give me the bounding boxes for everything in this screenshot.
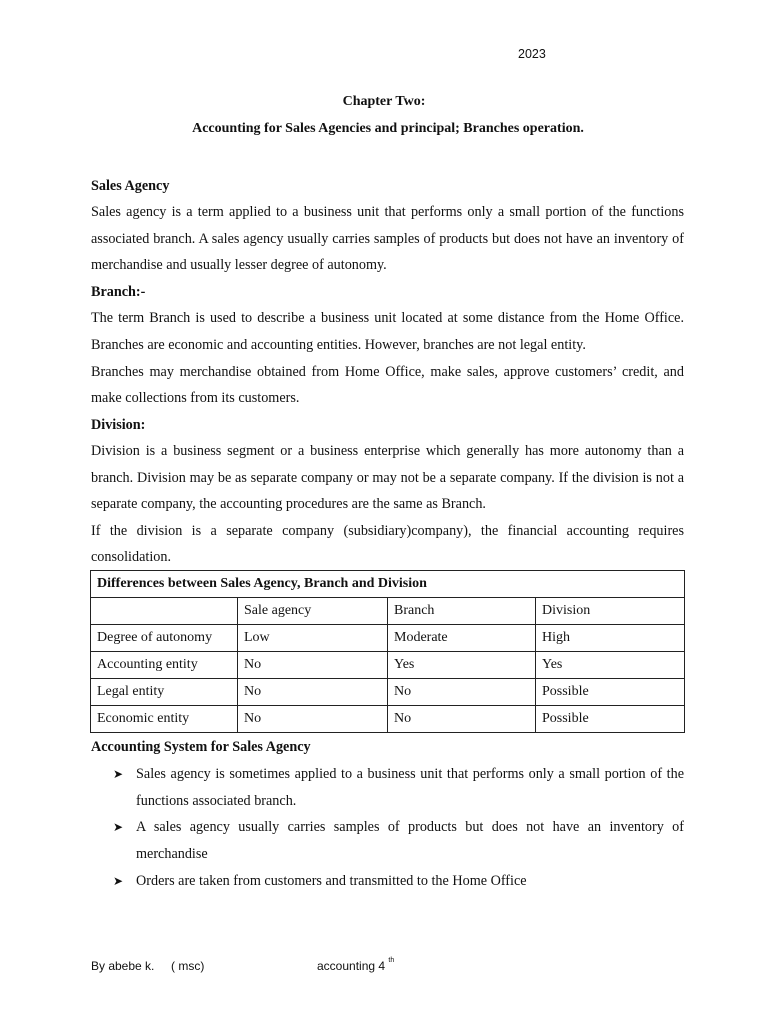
- footer-course-name: accounting 4: [317, 959, 386, 973]
- table-cell: Moderate: [388, 625, 536, 652]
- table-header-cell: Branch: [388, 598, 536, 625]
- table-cell: Low: [238, 625, 388, 652]
- accounting-system-list: [91, 761, 684, 895]
- list-item-text: A sales agency usually carries samples of products but does not have an inventory of merchandise: [136, 819, 684, 863]
- footer-author: By abebe k. ( msc): [91, 959, 205, 973]
- list-item: [91, 761, 684, 814]
- table-cell: No: [238, 706, 388, 733]
- table-row: [91, 625, 685, 652]
- table-row: [91, 652, 685, 679]
- sales-agency-heading: Sales Agency: [91, 178, 170, 194]
- division-paragraph-2: If the division is a separate company (subsidiary)company), the financial accounting requires consolidation.: [91, 523, 684, 566]
- footer-course: [317, 959, 394, 973]
- table-cell: Possible: [536, 706, 685, 733]
- table-cell: High: [536, 625, 685, 652]
- chapter-title: Chapter Two:: [342, 94, 426, 109]
- differences-table: [90, 570, 685, 733]
- chapter-subtitle: Accounting for Sales Agencies and principal; Branches operation.: [192, 121, 584, 136]
- list-item: [91, 814, 684, 867]
- branch-paragraph-1: The term Branch is used to describe a business unit located at some distance from the Home Office. Branches are economic and accounting entities. However, branches are not legal entity.: [91, 310, 684, 353]
- table-header-row: [91, 598, 685, 625]
- table-cell: Accounting entity: [91, 652, 238, 679]
- header-year: 2023: [518, 47, 546, 61]
- document-body: [91, 173, 684, 895]
- table-cell: Economic entity: [91, 706, 238, 733]
- table-cell: No: [238, 652, 388, 679]
- table-title-row: [91, 571, 685, 598]
- branch-heading: Branch:-: [91, 284, 146, 301]
- arrowhead-bullet-icon: ➤: [113, 820, 124, 835]
- list-item-text: Sales agency is sometimes applied to a business unit that performs only a small portion of the functions associated branch.: [136, 766, 684, 809]
- table-header-cell: Sale agency: [238, 598, 388, 625]
- accounting-system-heading: Accounting System for Sales Agency: [91, 739, 311, 756]
- table-row: [91, 679, 685, 706]
- table-header-cell: [91, 598, 238, 625]
- division-paragraph-1: Division is a business segment or a business enterprise which generally has more autonomy than a branch. Division may be as separate company or may not be a separate company. If the division is not a separate company, the accounting procedures are the same as Branch.: [91, 442, 684, 513]
- division-heading: Division:: [91, 416, 146, 433]
- table-cell: No: [388, 706, 536, 733]
- table-cell: No: [388, 679, 536, 706]
- footer-course-superscript: th: [388, 957, 395, 964]
- table-cell: Yes: [388, 652, 536, 679]
- arrowhead-bullet-icon: ➤: [113, 873, 124, 888]
- table-title: Differences between Sales Agency, Branch and Division: [91, 571, 685, 598]
- table-cell: Degree of autonomy: [91, 625, 238, 652]
- arrowhead-bullet-icon: ➤: [113, 767, 124, 782]
- table-cell: Yes: [536, 652, 685, 679]
- table-cell: No: [238, 679, 388, 706]
- table-row: [91, 706, 685, 733]
- branch-paragraph-2: Branches may merchandise obtained from Home Office, make sales, approve customers’ credit, and make collections from its customers.: [91, 363, 684, 407]
- sales-agency-paragraph: Sales agency is a term applied to a business unit that performs only a small portion of the functions associated branch. A sales agency usually carries samples of products but does not have an inventory of merchandise and usually lesser degree of autonomy.: [91, 204, 684, 274]
- table-header-cell: Division: [536, 598, 685, 625]
- table-cell: Possible: [536, 679, 685, 706]
- list-item-text: Orders are taken from customers and transmitted to the Home Office: [136, 872, 527, 889]
- table-cell: Legal entity: [91, 679, 238, 706]
- list-item: [91, 868, 684, 895]
